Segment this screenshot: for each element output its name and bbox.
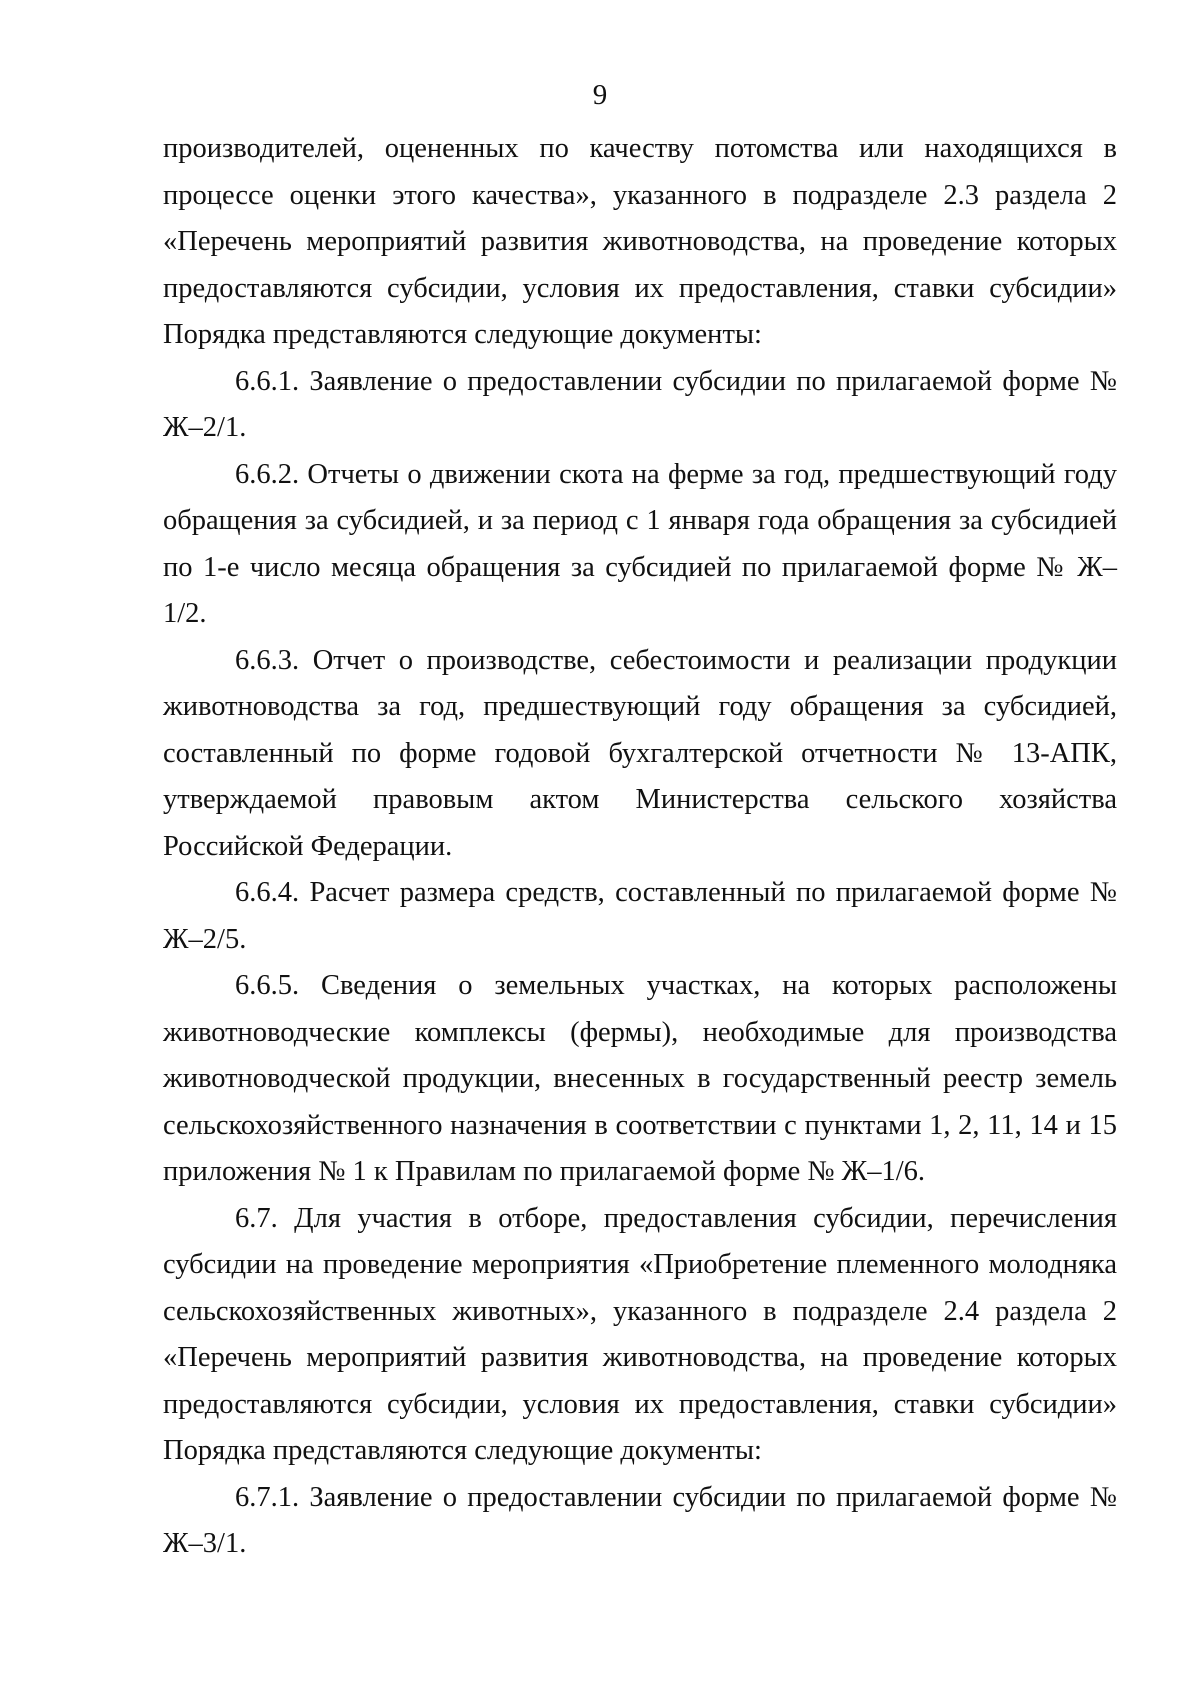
paragraph-6-6-1: 6.6.1. Заявление о предоставлении субсидии по прилагаемой форме № Ж–2/1. [163, 365, 1117, 443]
paragraph-6-6-3: 6.6.3. Отчет о производстве, себестоимости и реализации продукции животноводства за год, предшествующий году обращения за субсидией, составленный по форме годовой бухгалтерской отчетности № 13-АПК, утверждаемой правовым актом Министерства сельского хозяйства Российской Федерации. [163, 644, 1117, 862]
paragraph-6-6-4: 6.6.4. Расчет размера средств, составленный по прилагаемой форме № Ж–2/5. [163, 877, 1117, 955]
paragraph-6-7: 6.7. Для участия в отборе, предоставления субсидии, перечисления субсидии на проведение мероприятия «Приобретение племенного молодняка сельскохозяйственных животных», указанного в подразделе 2.4 раздела 2 «Перечень мероприятий развития животноводства, на проведение которых предоставляются субсидии, условия их предоставления, ставки субсидии» Порядка представляются следующие документы: [163, 1202, 1117, 1466]
paragraph-6-7-1: 6.7.1. Заявление о предоставлении субсидии по прилагаемой форме № Ж–3/1. [163, 1481, 1117, 1559]
paragraph-6-6-5: 6.6.5. Сведения о земельных участках, на которых расположены животноводческие комплексы (фермы), необходимые для производства животноводческой продукции, внесенных в государственный реестр земель сельскохозяйственного назначения в соответствии с пунктами 1, 2, 11, 14 и 15 приложения № 1 к Правилам по прилагаемой форме № Ж–1/6. [163, 970, 1117, 1187]
paragraph-continuation: производителей, оцененных по качеству потомства или находящихся в процессе оценки этого качества», указанного в подразделе 2.3 раздела 2 «Перечень мероприятий развития животноводства, на проведение которых предоставляются субсидии, условия их предоставления, ставки субсидии» Порядка представляются следующие документы: [163, 133, 1117, 350]
document-body [163, 126, 1117, 1568]
paragraph-6-6-2: 6.6.2. Отчеты о движении скота на ферме за год, предшествующий году обращения за субсидией, и за период с 1 января года обращения за субсидией по 1-е число месяца обращения за субсидией по прилагаемой форме № Ж–1/2. [163, 458, 1117, 629]
page-number: 9 [592, 79, 608, 111]
